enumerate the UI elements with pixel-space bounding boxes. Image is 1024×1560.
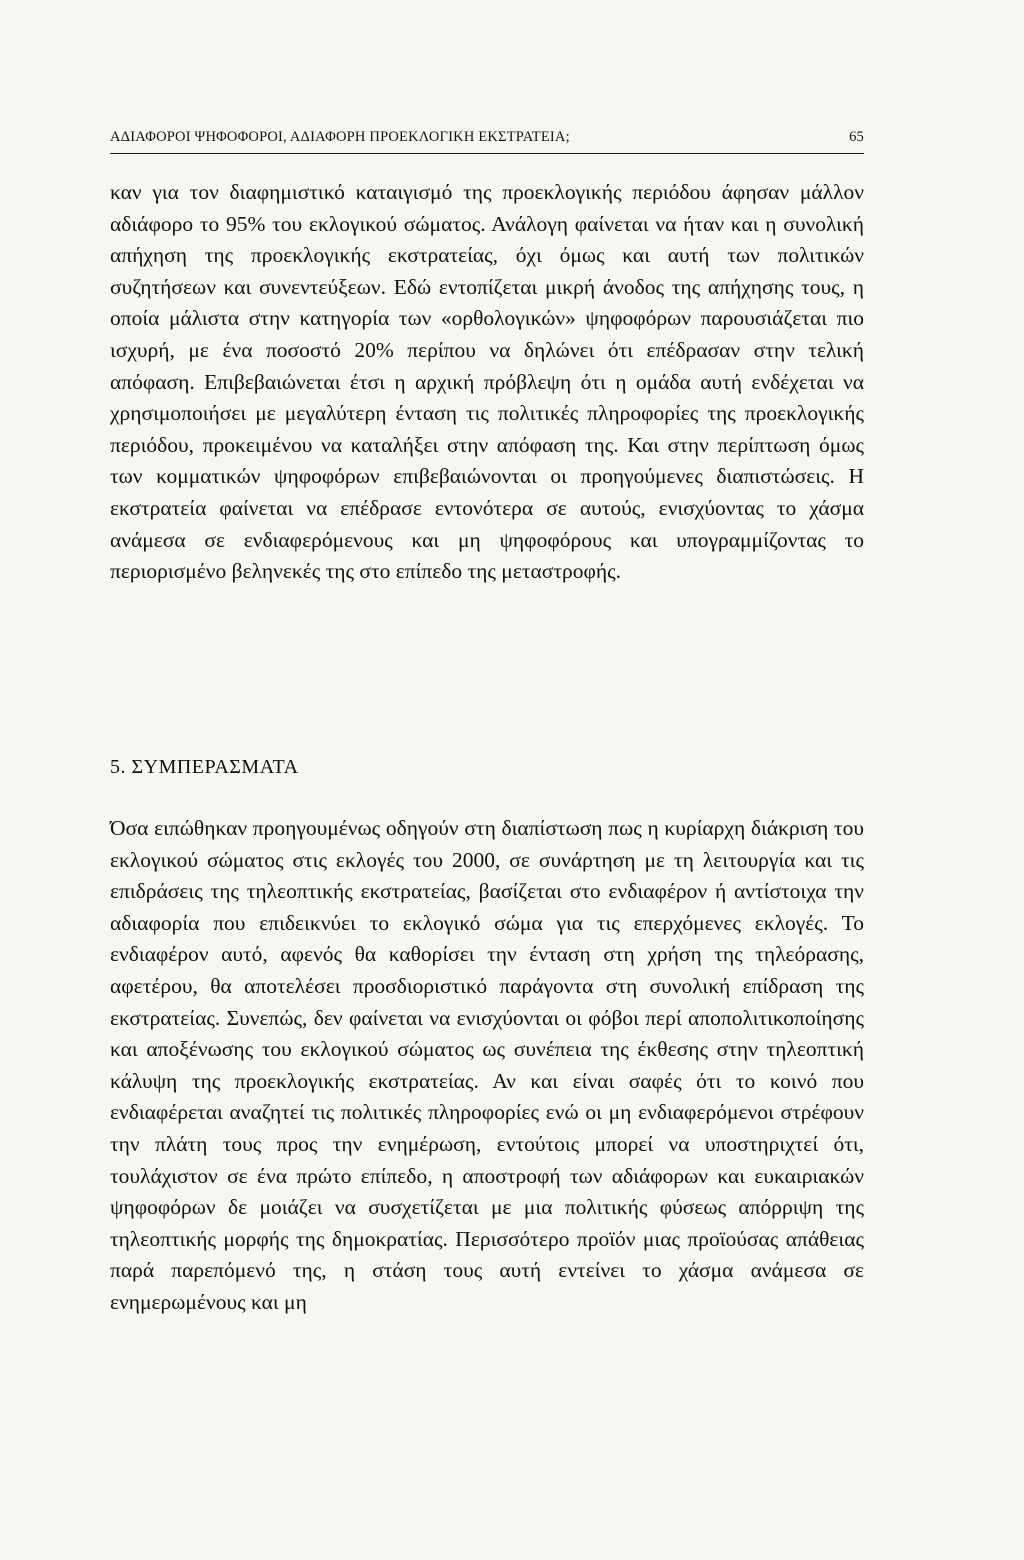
running-header: [110, 127, 864, 154]
page-number: 65: [849, 129, 864, 145]
section-heading: 5. ΣΥΜΠΕΡΑΣΜΑΤΑ: [110, 756, 299, 778]
running-title: ΑΔΙΑΦΟΡΟΙ ΨΗΦΟΦΟΡΟΙ, ΑΔΙΑΦΟΡΗ ΠΡΟΕΚΛΟΓΙΚΗ ΕΚΣΤΡΑΤΕΙΑ;: [110, 129, 570, 145]
body-paragraph-1: καν για τον διαφημιστικό καταιγισμό της προεκλογικής περιόδου άφησαν μάλλον αδιάφορο το 95% του εκλογικού σώματος. Ανάλογη φαίνεται να ήταν και η συνολική απήχηση της προεκλογικής εκστρατείας, όχι όμως και αυτή των πολιτικών συζητήσεων και συνεντεύξεων. Εδώ εντοπίζεται μικρή άνοδος της απήχησης τους, η οποία μάλιστα στην κατηγορία των «ορθολογικών» ψηφοφόρων παρουσιάζεται πιο ισχυρή, με ένα ποσοστό 20% περίπου να δηλώνει ότι επέδρασαν στην τελική απόφαση. Επιβεβαιώνεται έτσι η αρχική πρόβλεψη ότι η ομάδα αυτή ενδέχεται να χρησιμοποιήσει με μεγαλύτερη ένταση τις πολιτικές πληροφορίες της προεκλογικής περιόδου, προκειμένου να καταλήξει στην απόφαση της. Και στην περίπτωση όμως των κομματικών ψηφοφόρων επιβεβαιώνονται οι προηγούμενες διαπιστώσεις. Η εκστρατεία φαίνεται να επέδρασε εντονότερα σε αυτούς, ενισχύοντας το χάσμα ανάμεσα σε ενδιαφερόμενους και μη ψηφοφόρους και υπογραμμίζοντας το περιορισμένο βεληνεκές της στο επίπεδο της μεταστροφής.: [110, 180, 864, 584]
body-paragraph-2: Όσα ειπώθηκαν προηγουμένως οδηγούν στη διαπίστωση πως η κυρίαρχη διάκριση του εκλογικού σώματος στις εκλογές του 2000, σε συνάρτηση με τη λειτουργία και τις επιδράσεις της τηλεοπτικής εκστρατείας, βασίζεται στο ενδιαφέρον ή αντίστοιχα την αδιαφορία που επιδεικνύει το εκλογικό σώμα για τις επερχόμενες εκλογές. Το ενδιαφέρον αυτό, αφενός θα καθορίσει την ένταση στη χρήση της τηλεόρασης, αφετέρου, θα αποτελέσει προσδιοριστικό παράγοντα στη συνολική επίδραση της εκστρατείας. Συνεπώς, δεν φαίνεται να ενισχύονται οι φόβοι περί αποπολιτικοποίησης και αποξένωσης του εκλογικού σώματος ως συνέπεια της έκθεσης στην τηλεοπτική κάλυψη της προεκλογικής εκστρατείας. Αν και είναι σαφές ότι το κοινό που ενδιαφέρεται αναζητεί τις πολιτικές πληροφορίες ενώ οι μη ενδιαφερόμενοι στρέφουν την πλάτη τους προς την ενημέρωση, εντούτοις μπορεί να υποστηριχτεί ότι, τουλάχιστον σε ένα πρώτο επίπεδο, η αποστροφή των αδιάφορων και ευκαιριακών ψηφοφόρων δε μοιάζει να συσχετίζεται με μια πολιτικής φύσεως απόρριψη της τηλεοπτικής μορφής της δημοκρατίας. Περισσότερο προϊόν μιας προϊούσας απάθειας παρά παρεπόμενό της, η στάση τους αυτή εντείνει το χάσμα ανάμεσα σε ενημερωμένους και μη: [110, 816, 864, 1314]
